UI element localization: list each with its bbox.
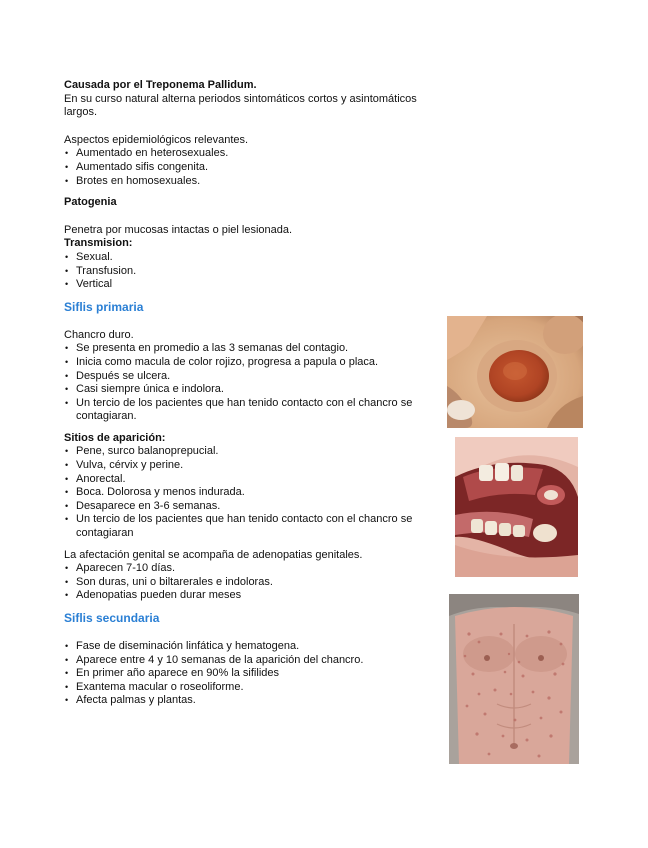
cause-line: Causada por el Treponema Pallidum. [64, 79, 257, 91]
list-item: • Aumentado sifis congenita. [64, 161, 444, 175]
list-item: • Vulva, cérvix y perine. [64, 459, 444, 473]
epidemiology-list [64, 147, 444, 188]
chancre-photo [447, 316, 583, 428]
list-item: • Pene, surco balanoprepucial. [64, 445, 444, 459]
torso-rash-image [449, 594, 579, 764]
primary-heading: Siflis primaria [64, 299, 144, 314]
list-item: • Un tercio de los pacientes que han tenido contacto con el chancro se contagiaran. [64, 397, 444, 424]
list-item: • Aparece entre 4 y 10 semanas de la aparición del chancro. [64, 654, 444, 668]
text-column [64, 79, 444, 708]
epidemiology-title: Aspectos epidemiológicos relevantes. [64, 133, 249, 146]
list-item: • Casi siempre única e indolora. [64, 383, 444, 397]
secondary-list [64, 640, 444, 708]
list-item: • Boca. Dolorosa y menos indurada. [64, 486, 444, 500]
list-item: • Brotes en homosexuales. [64, 175, 444, 189]
pathogenesis-heading: Patogenia [64, 196, 117, 209]
list-item: • Inicia como macula de color rojizo, progresa a papula o placa. [64, 356, 444, 370]
adenopathy-title: La afectación genital se acompaña de adenopatias genitales. [64, 548, 363, 561]
pathogenesis-entry: Penetra por mucosas intactas o piel lesionada. [64, 223, 293, 236]
list-item: • Vertical [64, 278, 444, 292]
list-item: • Exantema macular o roseoliforme. [64, 681, 444, 695]
chancre-title: Chancro duro. [64, 328, 134, 341]
list-item: • Aparecen 7-10 días. [64, 562, 444, 576]
list-item: • Fase de diseminación linfática y hematogena. [64, 640, 444, 654]
oral-lesion-photo [455, 437, 578, 577]
list-item: • Sexual. [64, 251, 444, 265]
list-item: • Se presenta en promedio a las 3 semanas del contagio. [64, 342, 444, 356]
list-item: • Adenopatias pueden durar meses [64, 589, 444, 603]
torso-rash-photo [449, 594, 579, 764]
list-item: • Desaparece en 3-6 semanas. [64, 500, 444, 514]
adenopathy-list [64, 562, 444, 603]
list-item: • Afecta palmas y plantas. [64, 694, 444, 708]
transmission-list [64, 251, 444, 292]
chancre-lesion-image [447, 316, 583, 428]
list-item: • Aumentado en heterosexuales. [64, 147, 444, 161]
oral-lesion-image [455, 437, 578, 577]
sites-list [64, 445, 444, 540]
course-line: En su curso natural alterna periodos sintomáticos cortos y asintomáticos largos. [64, 92, 417, 119]
list-item: • Transfusion. [64, 265, 444, 279]
list-item: • Un tercio de los pacientes que han tenido contacto con el chancro se contagiaran [64, 513, 444, 540]
chancre-list [64, 342, 444, 424]
list-item: • Anorectal. [64, 473, 444, 487]
list-item: • En primer año aparece en 90% la sifilides [64, 667, 444, 681]
secondary-heading: Siflis secundaria [64, 611, 160, 625]
list-item: • Son duras, uni o biltarerales e indoloras. [64, 576, 444, 590]
list-item: • Después se ulcera. [64, 370, 444, 384]
sites-title: Sitios de aparición: [64, 431, 166, 444]
transmission-title: Transmision: [64, 237, 133, 250]
